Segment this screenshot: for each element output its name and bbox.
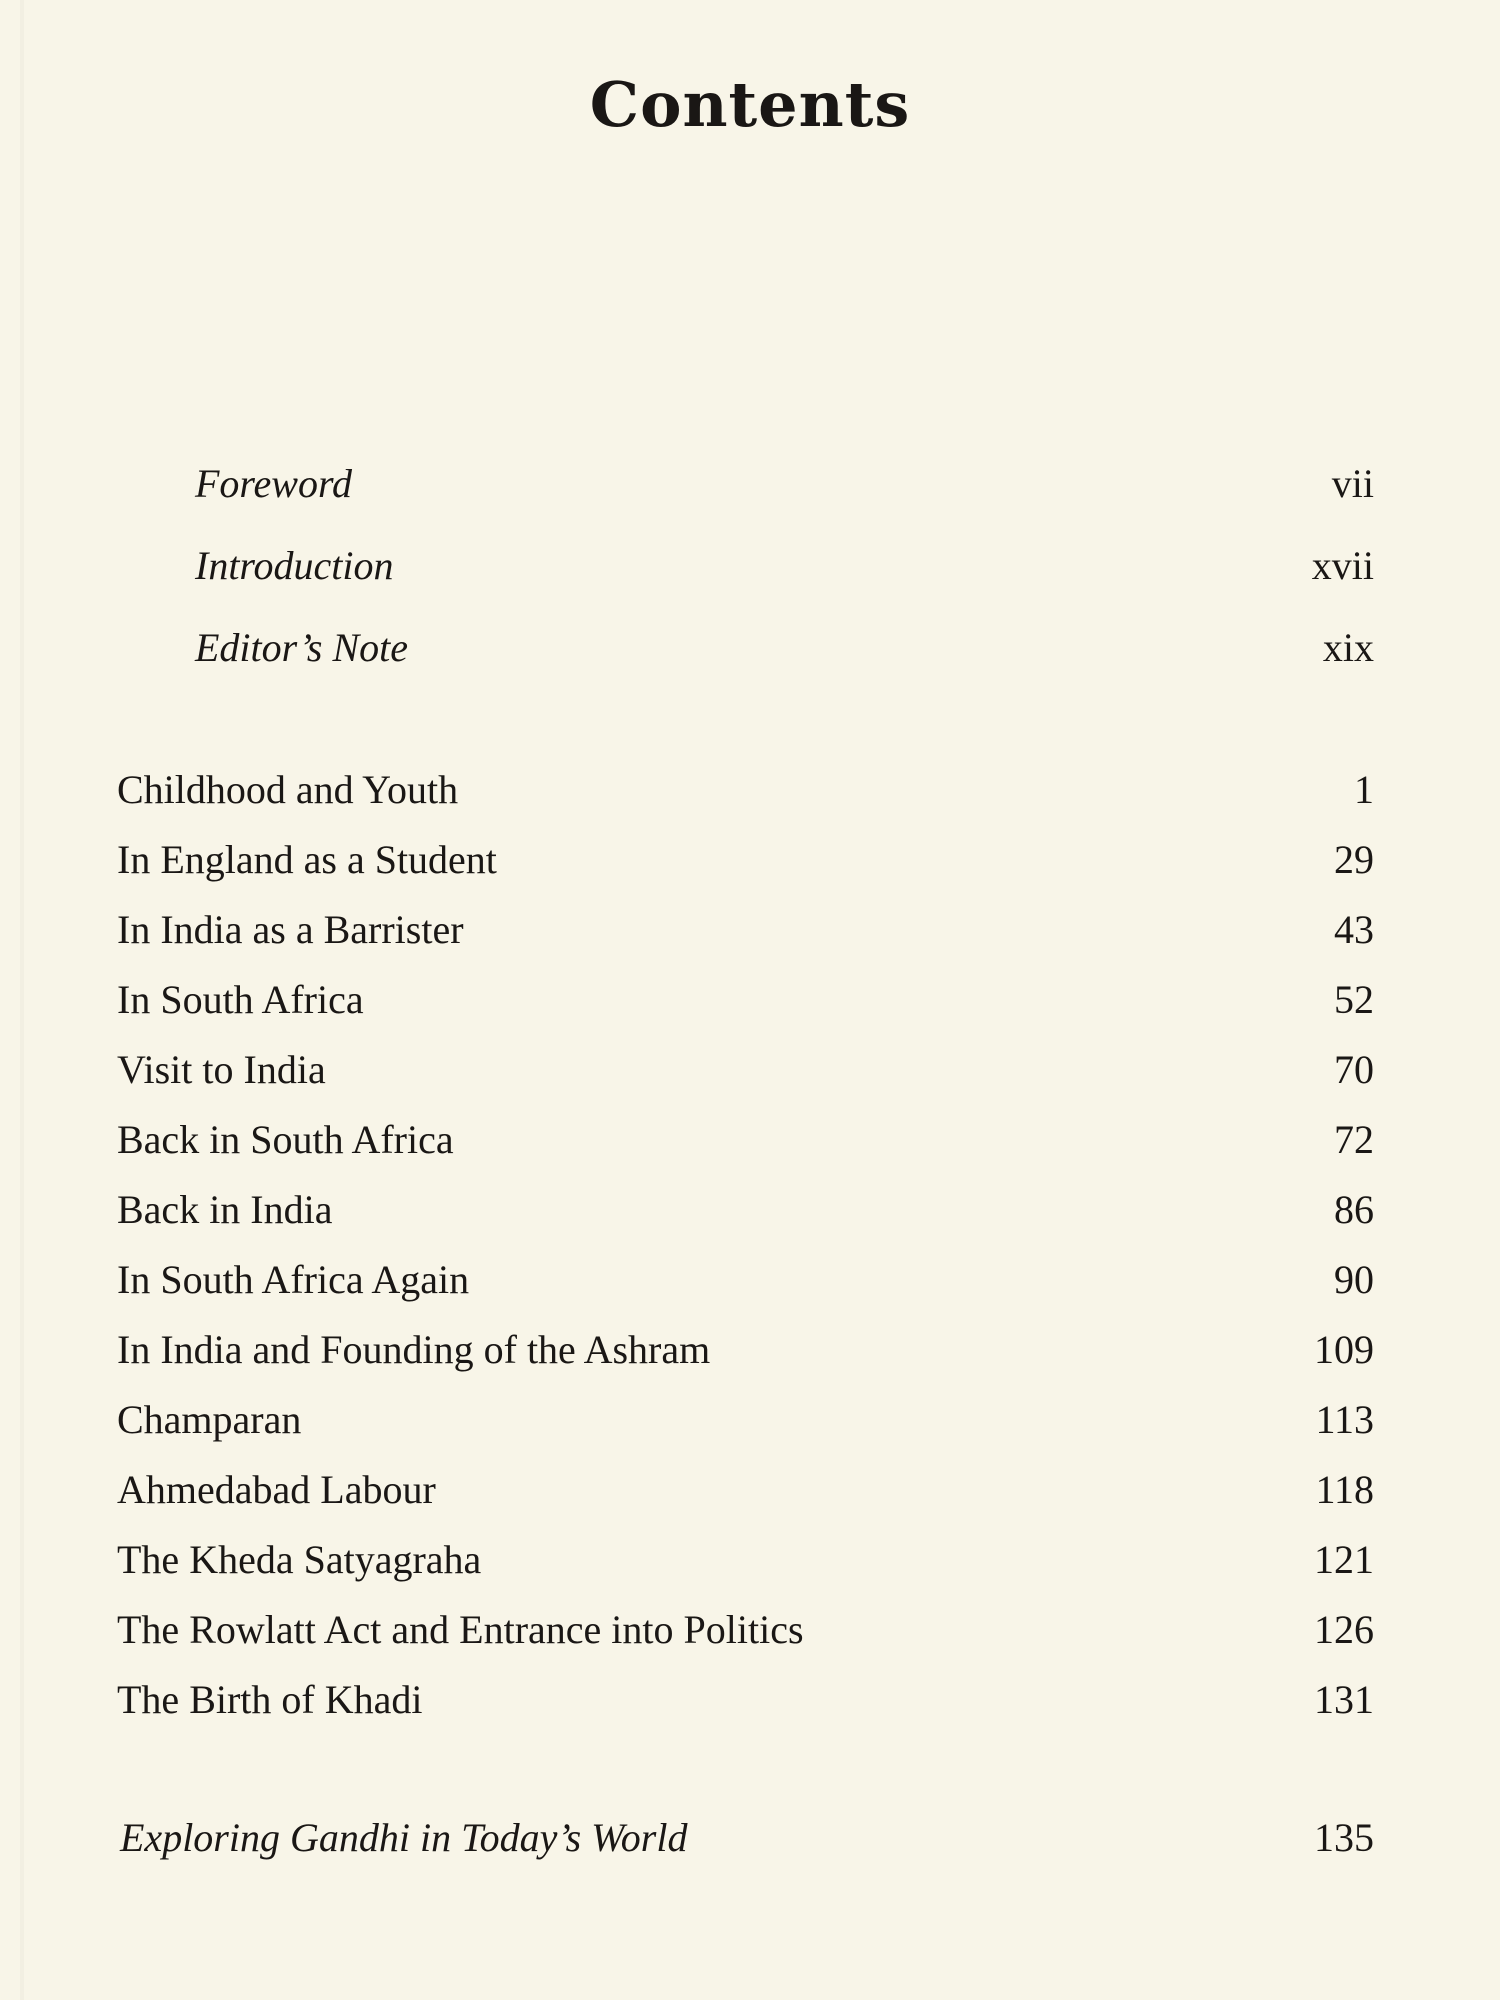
toc-entry-chapter[interactable] [0, 1040, 1500, 1100]
toc-entry-page: 131 [1314, 1677, 1374, 1722]
toc-entry-label: Childhood and Youth [117, 767, 459, 812]
toc-entry-page: vii [1331, 461, 1374, 506]
toc-entry-exploring-gandhi[interactable] [0, 1808, 1500, 1868]
toc-entry-label: In England as a Student [117, 837, 497, 882]
toc-entry-chapter[interactable] [0, 1110, 1500, 1170]
toc-entry-chapter[interactable] [0, 1600, 1500, 1660]
toc-entry-label: The Birth of Khadi [117, 1677, 423, 1722]
toc-entry-chapter[interactable] [0, 1670, 1500, 1730]
toc-entry-chapter[interactable] [0, 970, 1500, 1030]
toc-entry-page: 118 [1315, 1467, 1374, 1512]
toc-entry-chapter[interactable] [0, 1460, 1500, 1520]
toc-entry-label: Visit to India [117, 1047, 326, 1092]
toc-entry-label: Introduction [195, 543, 394, 588]
toc-entry-chapter[interactable] [0, 1320, 1500, 1380]
toc-entry-label: In South Africa [117, 977, 364, 1022]
toc-entry-page: 86 [1334, 1187, 1374, 1232]
toc-entry-page: 109 [1314, 1327, 1374, 1372]
toc-entry-introduction[interactable] [0, 536, 1500, 596]
toc-entry-label: Foreword [195, 461, 353, 506]
toc-entry-page: 43 [1334, 907, 1374, 952]
toc-entry-label: Editor’s Note [195, 625, 408, 670]
toc-entry-page: xix [1322, 625, 1374, 670]
toc-entry-label: The Rowlatt Act and Entrance into Politics [117, 1607, 804, 1652]
toc-entry-page: 113 [1315, 1397, 1374, 1442]
toc-entry-editors-note[interactable] [0, 618, 1500, 678]
toc-entry-page: 121 [1314, 1537, 1374, 1582]
toc-entry-chapter[interactable] [0, 1530, 1500, 1590]
toc-entry-page: xvii [1311, 543, 1374, 588]
toc-entry-foreword[interactable] [0, 454, 1500, 514]
toc-entry-page: 135 [1314, 1815, 1374, 1860]
toc-entry-page: 126 [1314, 1607, 1374, 1652]
toc-entry-label: In India and Founding of the Ashram [117, 1327, 711, 1372]
toc-entry-page: 90 [1334, 1257, 1374, 1302]
toc-entry-label: In South Africa Again [117, 1257, 470, 1302]
toc-entry-chapter[interactable] [0, 1390, 1500, 1450]
toc-entry-chapter[interactable] [0, 900, 1500, 960]
toc-entry-page: 29 [1334, 837, 1374, 882]
show-through-heading [610, 170, 625, 237]
toc-entry-page: 72 [1334, 1117, 1374, 1162]
toc-entry-page: 1 [1354, 767, 1374, 812]
toc-entry-label: Champaran [117, 1397, 302, 1442]
toc-entry-label: Back in India [117, 1187, 333, 1232]
page-title: Contents [589, 68, 911, 141]
toc-entry-label: Exploring Gandhi in Today’s World [120, 1815, 688, 1860]
toc-entry-chapter[interactable] [0, 760, 1500, 820]
toc-entry-page: 52 [1334, 977, 1374, 1022]
toc-entry-label: The Kheda Satyagraha [117, 1537, 482, 1582]
toc-entry-chapter[interactable] [0, 1180, 1500, 1240]
toc-entry-label: In India as a Barrister [117, 907, 464, 952]
toc-entry-page: 70 [1334, 1047, 1374, 1092]
toc-entry-label: Back in South Africa [117, 1117, 454, 1162]
toc-entry-chapter[interactable] [0, 830, 1500, 890]
toc-entry-chapter[interactable] [0, 1250, 1500, 1310]
toc-entry-label: Ahmedabad Labour [117, 1467, 436, 1512]
